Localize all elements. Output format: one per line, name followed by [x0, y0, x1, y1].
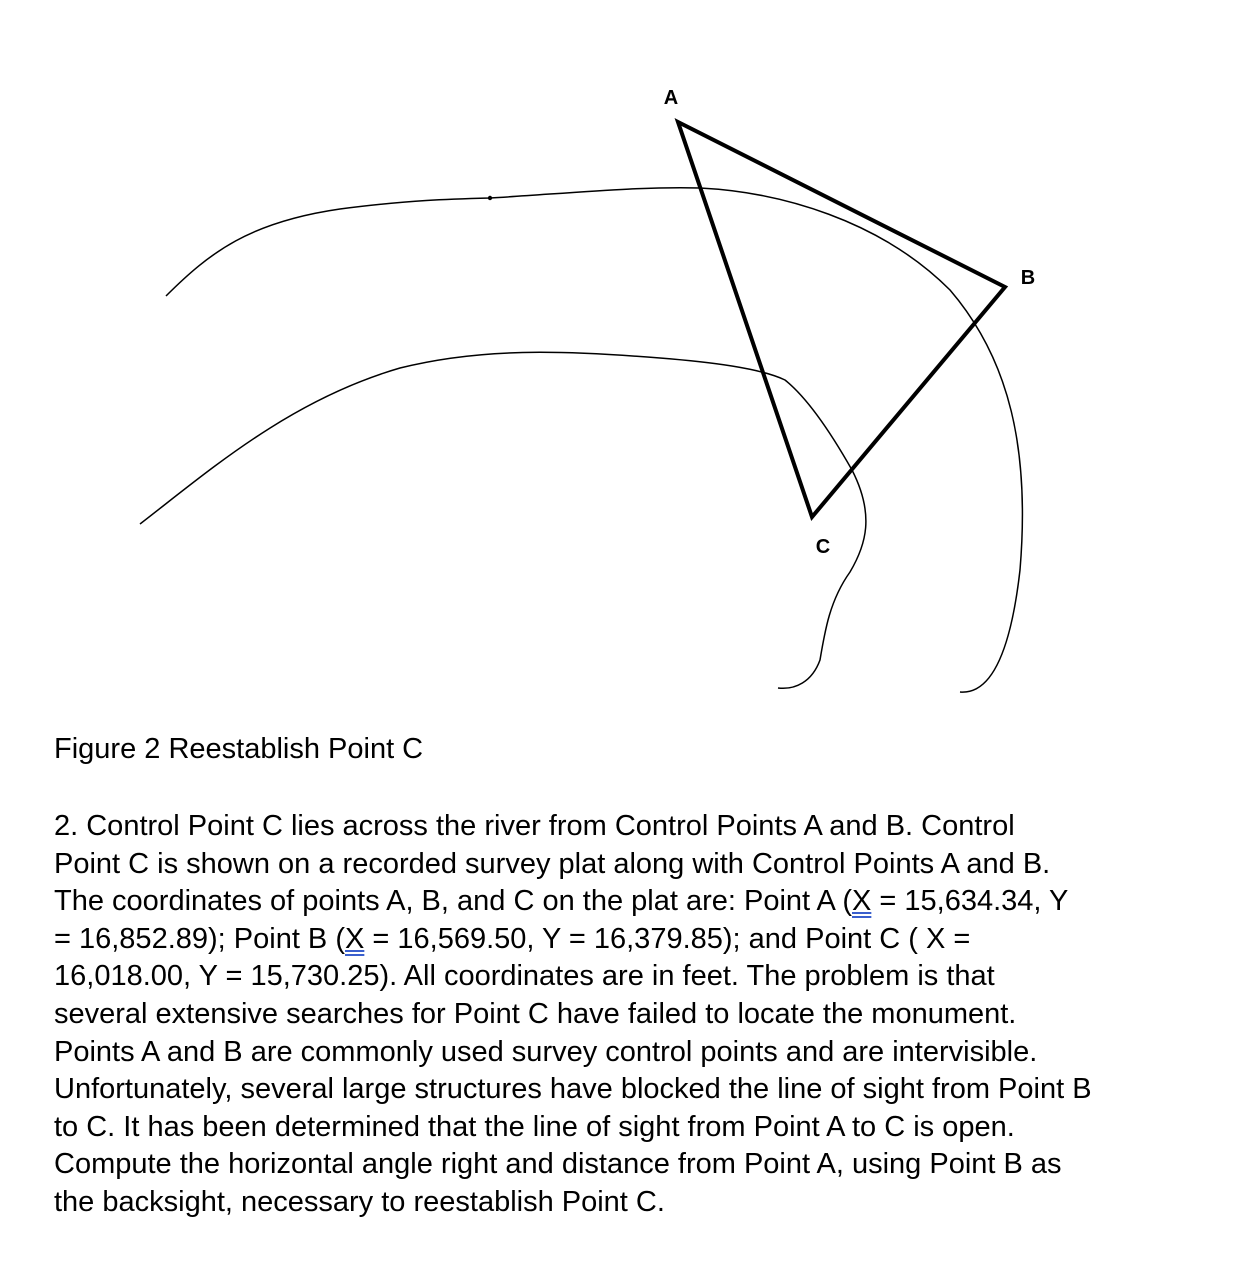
figure-caption: Figure 2 Reestablish Point C [54, 733, 424, 765]
point-c-label: C [815, 536, 831, 558]
river-bank-lower [140, 352, 866, 688]
problem-line: to C. It has been determined that the line of sight from Point A to C is open. [54, 1110, 1015, 1143]
point-a-label: A [663, 87, 679, 109]
problem-text: The coordinates of points A, B, and C on the plat are: Point A ( [54, 885, 852, 918]
problem-line: 16,018.00, Y = 15,730.25). All coordinates are in feet. The problem is that [54, 960, 995, 993]
problem-line: several extensive searches for Point C have failed to locate the monument. [54, 997, 1017, 1030]
point-b-label: B [1020, 267, 1036, 289]
bank-tick [488, 196, 492, 200]
control-triangle [678, 122, 1005, 517]
problem-line: Unfortunately, several large structures have blocked the line of sight from Point B [54, 1073, 1092, 1106]
problem-line: the backsight, necessary to reestablish Point C. [54, 1185, 665, 1218]
spellcheck-flagged-x: X [852, 885, 872, 918]
problem-line: Points A and B are commonly used survey control points and are intervisible. [54, 1035, 1038, 1068]
problem-text: = 16,852.89); Point B ( [54, 922, 345, 955]
river-bank-upper [166, 188, 1022, 692]
problem-line: Point C is shown on a recorded survey plat along with Control Points A and B. [54, 847, 1051, 880]
spellcheck-flagged-x: X [345, 922, 365, 955]
problem-line: Compute the horizontal angle right and distance from Point A, using Point B as [54, 1148, 1062, 1181]
problem-line [54, 883, 1204, 921]
problem-line [54, 921, 1204, 959]
problem-text: = 16,569.50, Y = 16,379.85); and Point C ( X = [372, 922, 971, 955]
problem-statement [54, 808, 1204, 1222]
problem-line: 2. Control Point C lies across the river from Control Points A and B. Control [54, 810, 1015, 842]
problem-text: = 15,634.34, Y [879, 885, 1069, 918]
